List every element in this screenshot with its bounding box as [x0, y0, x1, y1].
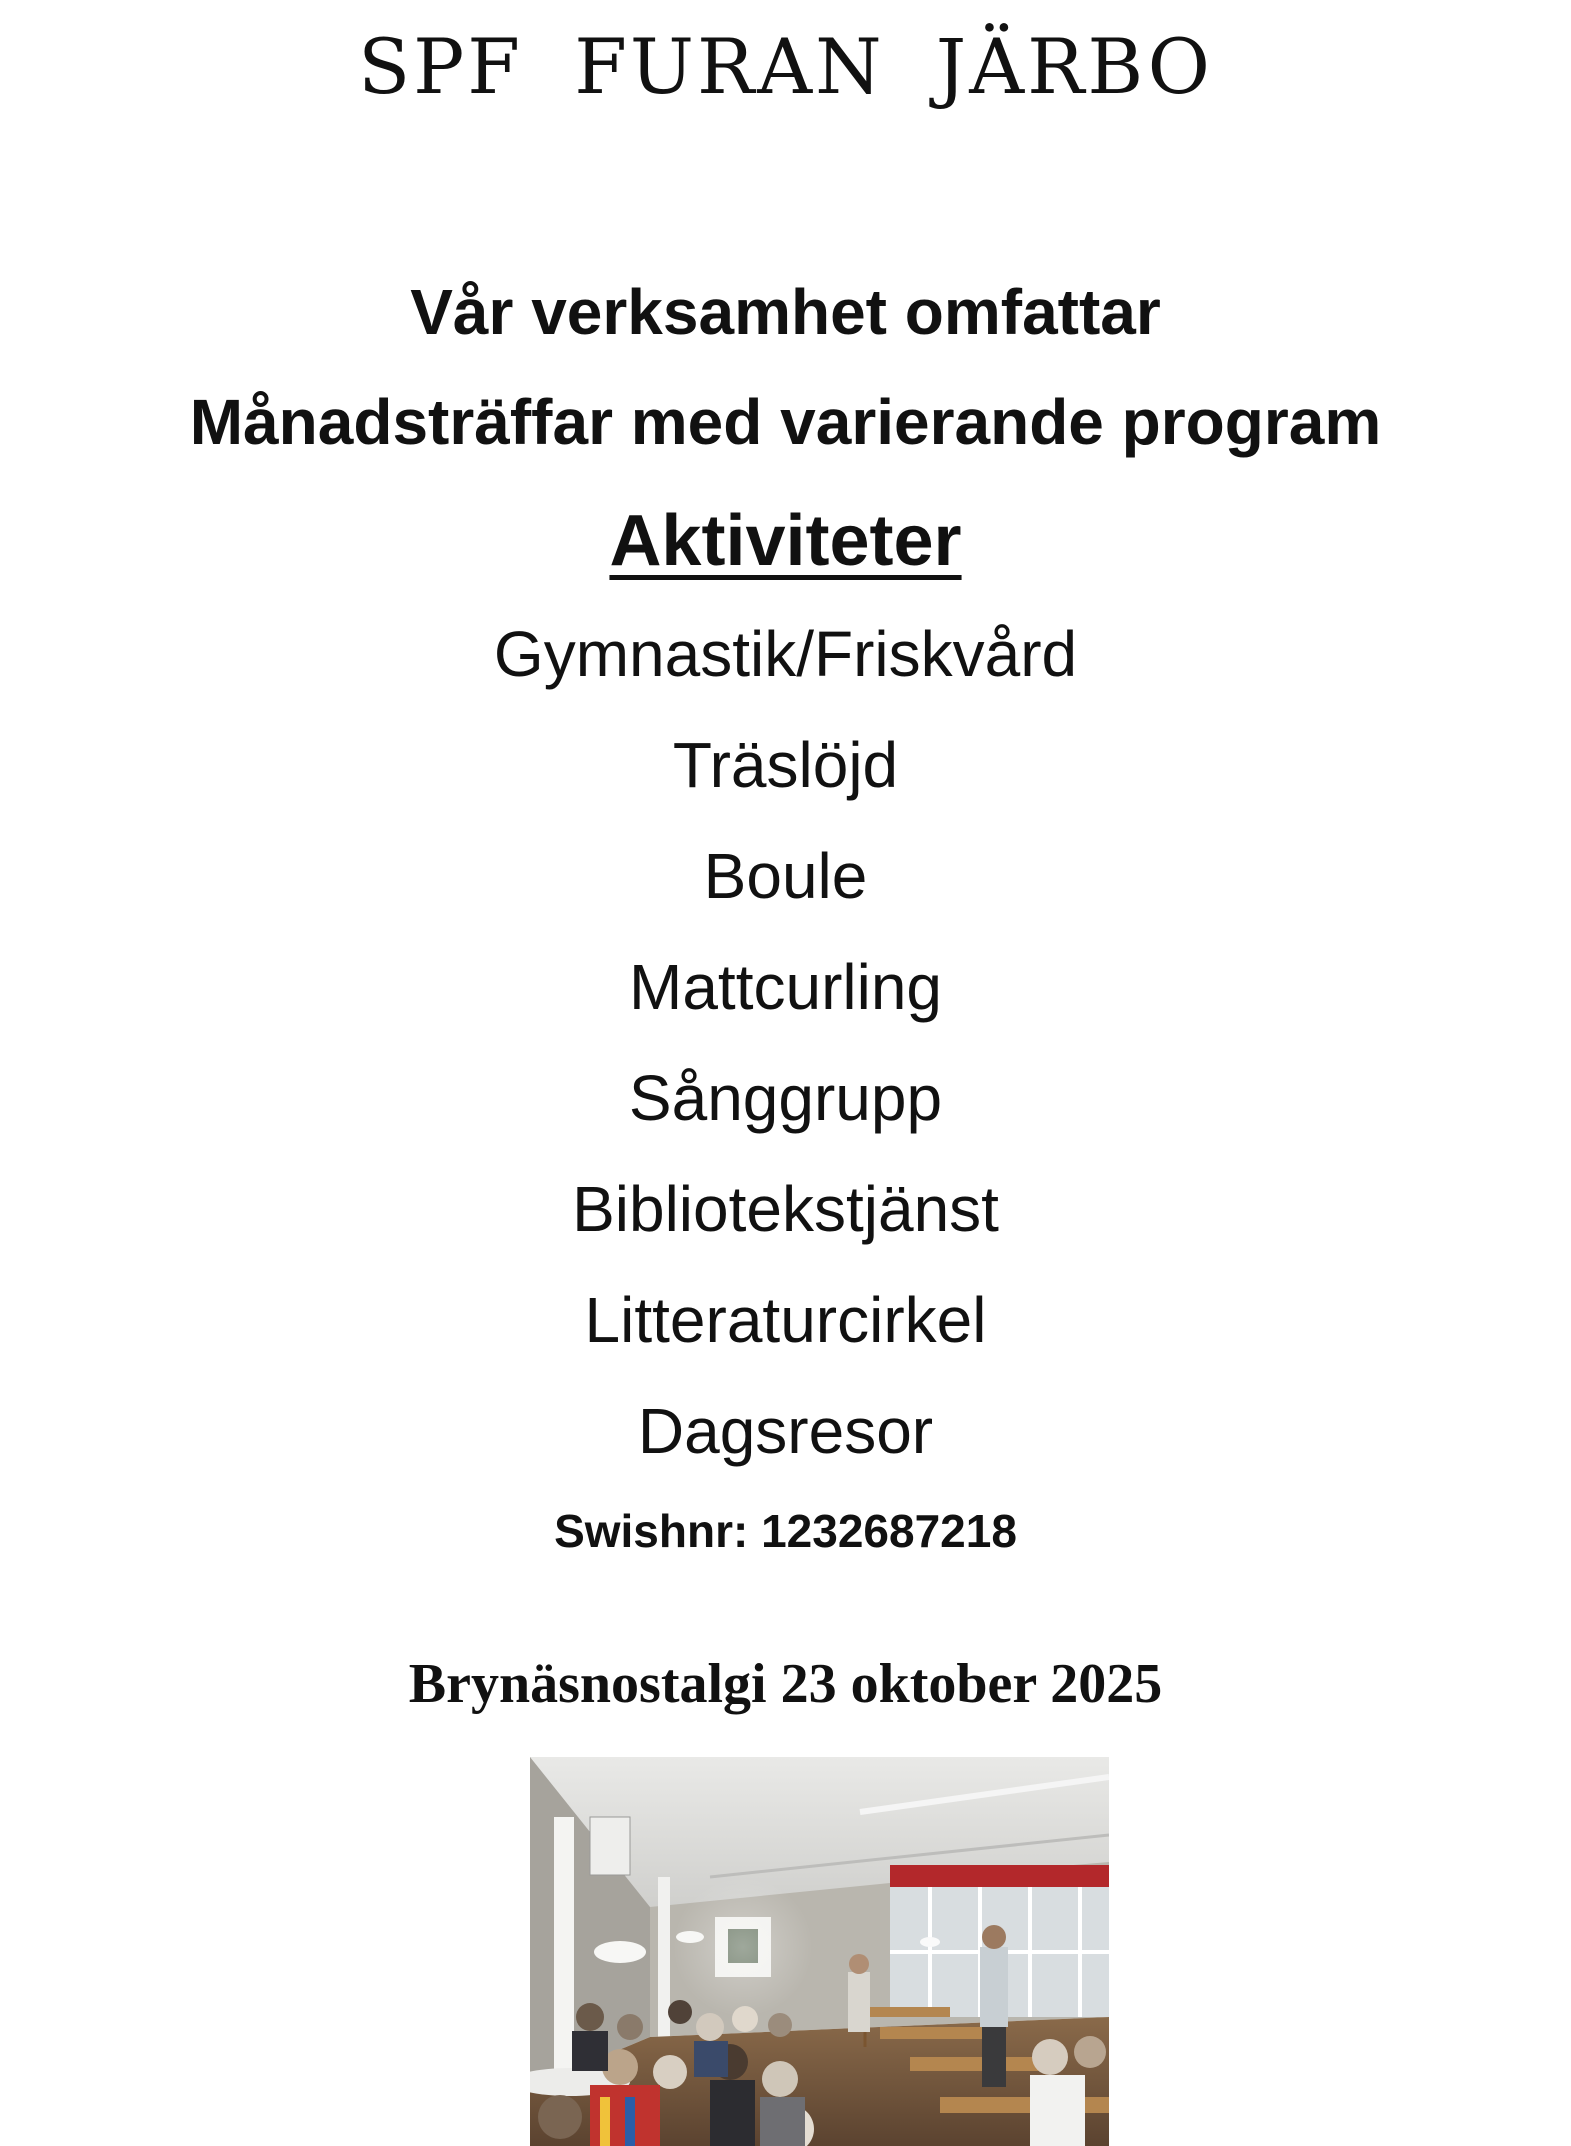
page-title: SPF FURAN JÄRBO — [358, 22, 1213, 111]
activity-item: Sånggrupp — [628, 1062, 943, 1134]
activities-heading: Aktiviteter — [609, 501, 962, 581]
intro-subheading: Månadsträffar med varierande program — [189, 386, 1382, 458]
activity-item: Bibliotekstjänst — [572, 1173, 999, 1245]
activity-item: Träslöjd — [672, 729, 899, 801]
activity-item: Litteraturcirkel — [584, 1284, 987, 1356]
event-title: Brynäsnostalgi 23 oktober 2025 — [408, 1653, 1163, 1715]
intro-heading: Vår verksamhet omfattar — [410, 276, 1161, 348]
activity-item: Mattcurling — [629, 951, 942, 1023]
activity-item: Dagsresor — [637, 1395, 934, 1467]
event-photo — [530, 1757, 1109, 2146]
activity-item: Boule — [703, 840, 868, 912]
activity-item: Gymnastik/Friskvård — [493, 618, 1078, 690]
swish-number: Swishnr: 1232687218 — [554, 1505, 1017, 1557]
